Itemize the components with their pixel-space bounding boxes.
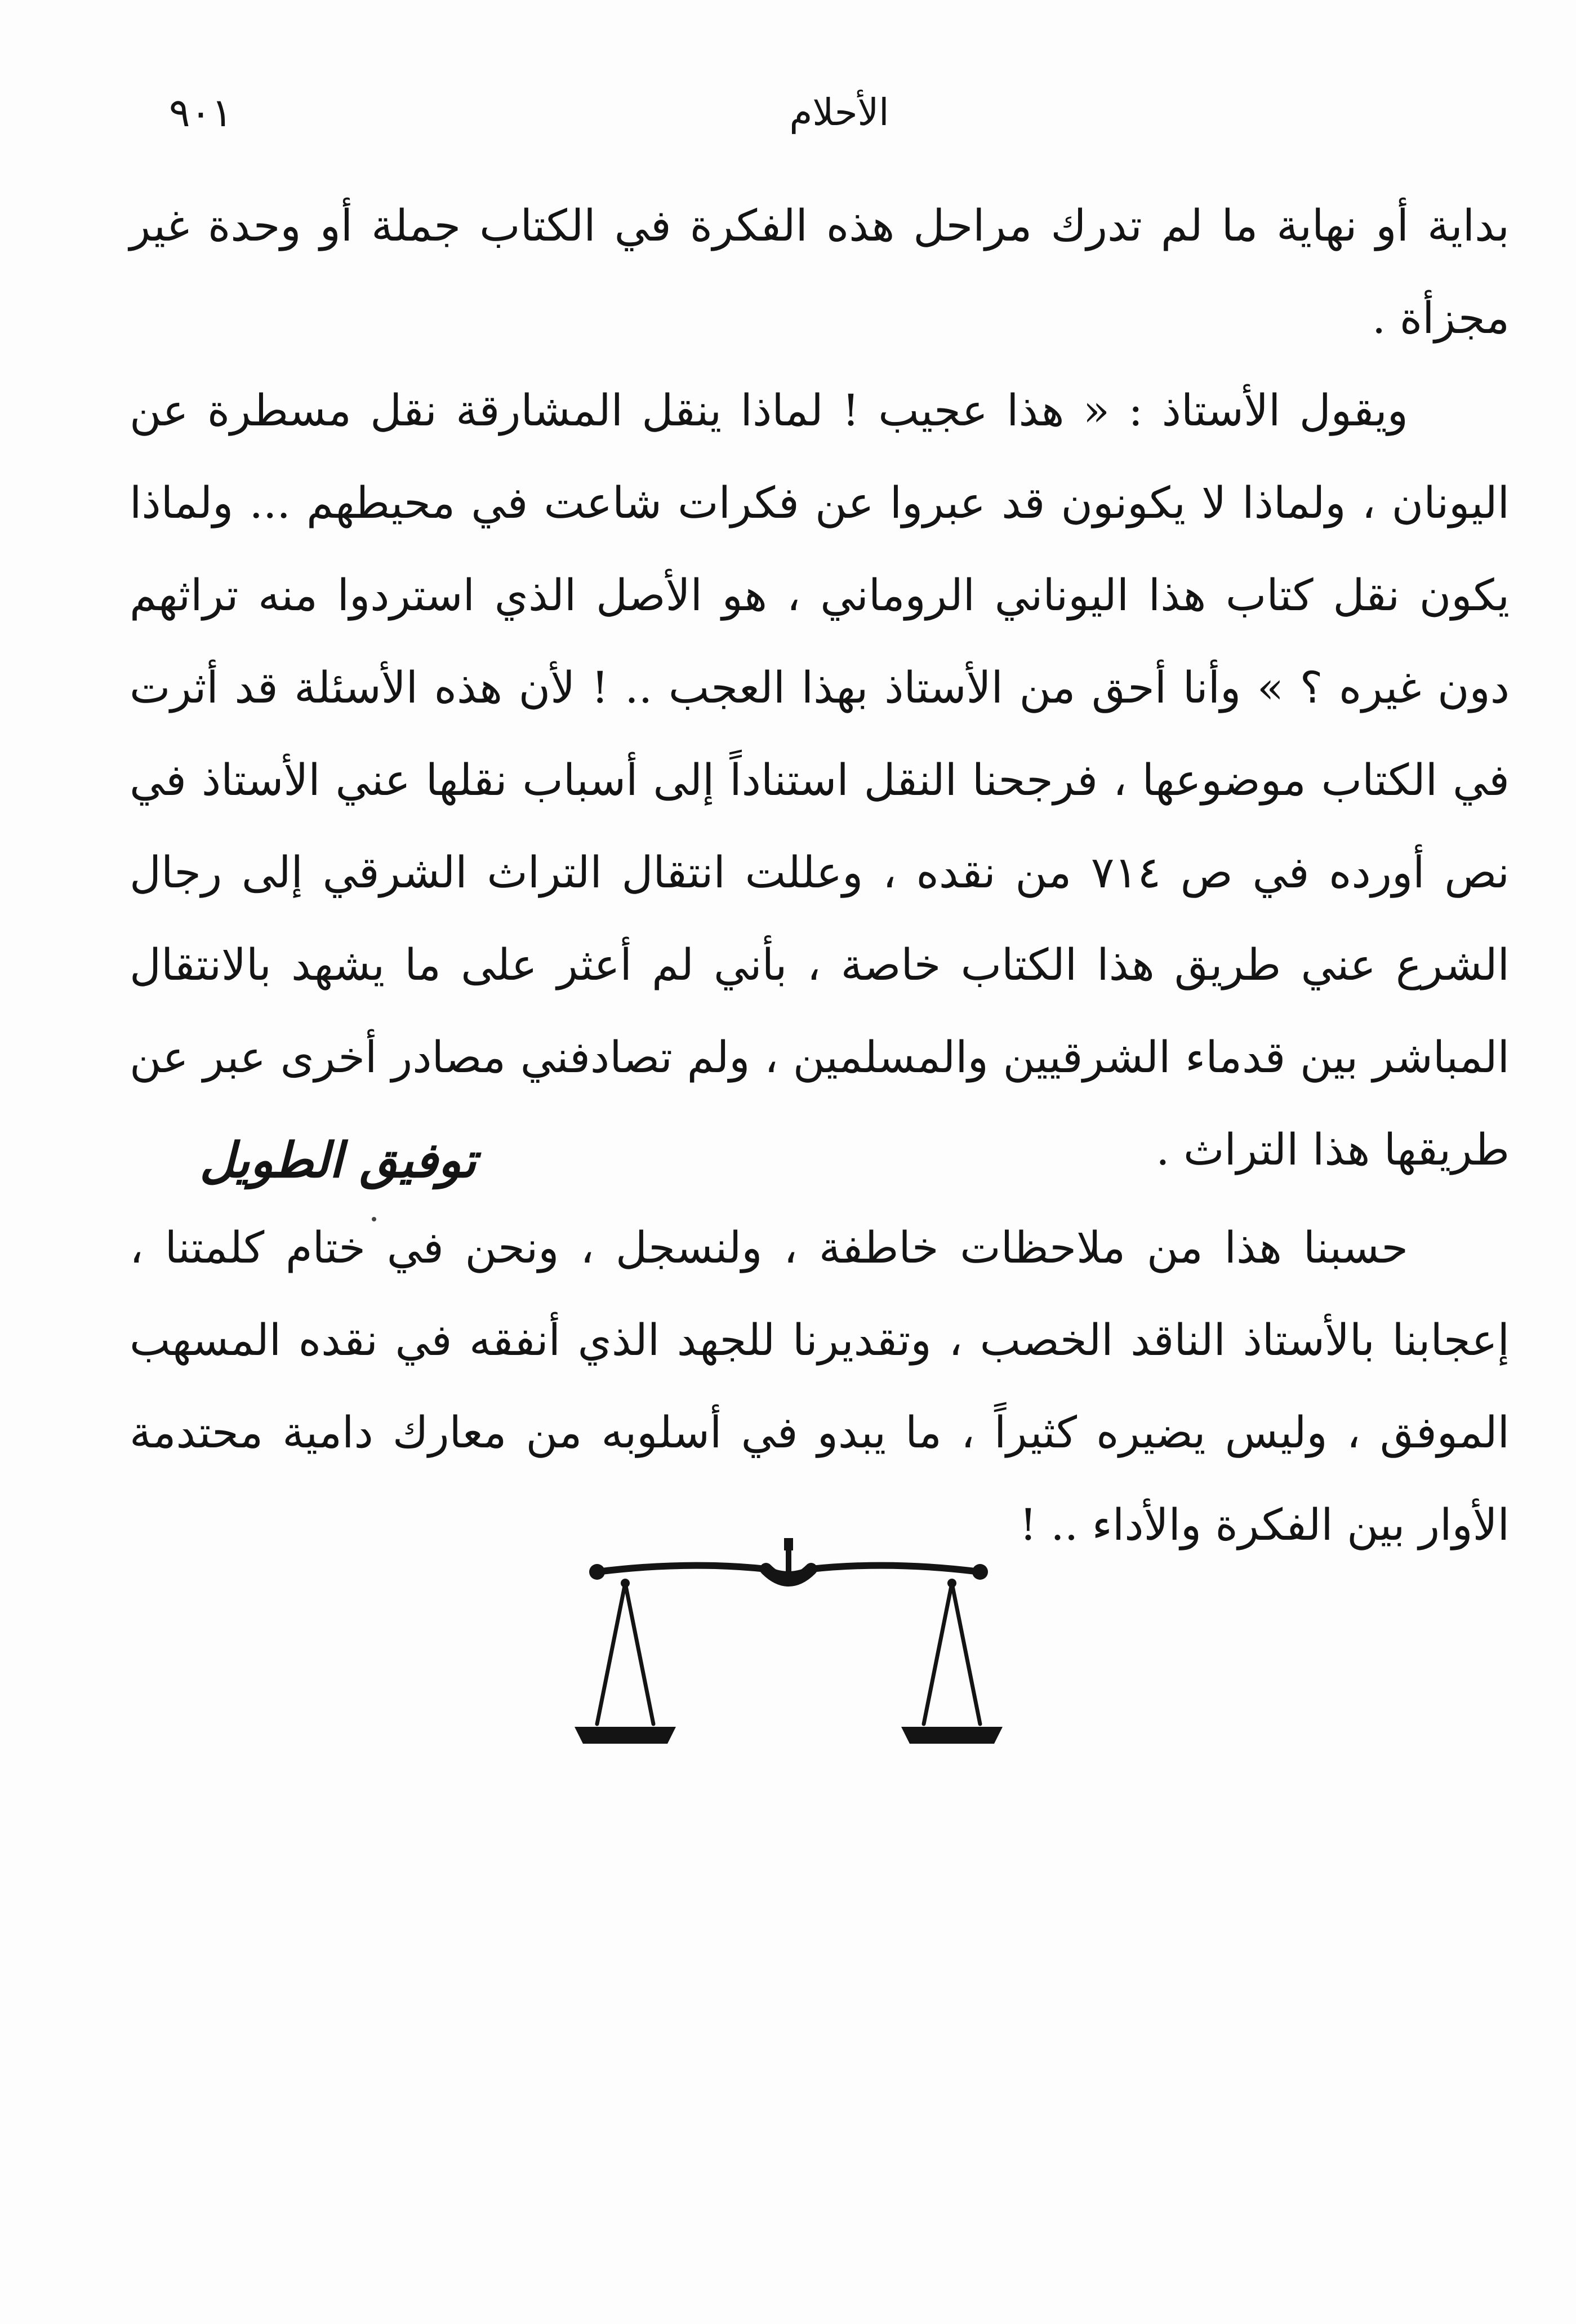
author-signature: توفيق الطويل bbox=[199, 1132, 477, 1189]
body-text bbox=[130, 180, 1510, 1572]
page-number: ٩٠١ bbox=[169, 90, 233, 136]
ink-speck bbox=[372, 1217, 376, 1221]
paragraph-continuation: بداية أو نهاية ما لم تدرك مراحل هذه الفكرة في الكتاب جملة أو وحدة غير مجزأة . bbox=[130, 201, 1510, 344]
page-header bbox=[169, 85, 1510, 146]
paragraph-closing: حسبنا هذا من ملاحظات خاطفة ، ولنسجل ، ونحن في ختام كلمتنا ، إعجابنا بالأستاذ الناقد الخصب ، وتقديرنا للجهد الذي أنفقه في نقده المسهب الموفق ، وليس يضيره كثيراً ، ما يبدو في أسلوبه من معارك دامية محتدمة الأوار بين الفكرة والأداء .. ! bbox=[130, 1223, 1510, 1550]
paragraph-quote-response: ويقول الأستاذ : « هذا عجيب ! لماذا ينقل المشارقة نقل مسطرة عن اليونان ، ولماذا لا يكونون قد عبروا عن فكرات شاعت في محيطهم ... ولماذا يكون نقل كتاب هذا اليوناني الروماني ، هو الأصل الذي استردوا منه تراثهم دون غيره ؟ » وأنا أحق من الأستاذ بهذا العجب .. ! لأن هذه الأسئلة قد أثرت في الكتاب موضوعها ، فرجحنا النقل استناداً إلى أسباب نقلها عني الأستاذ في نص أورده في ص ٧١٤ من نقده ، وعللت انتقال التراث الشرقي إلى رجال الشرع عني طريق هذا الكتاب خاصة ، بأني لم أعثر على ما يشهد بالانتقال المباشر بين قدماء الشرقيين والمسلمين ، ولم تصادفني مصادر أخرى عبر عن طريقها هذا التراث . bbox=[130, 386, 1510, 1175]
running-title: الأحلام bbox=[789, 91, 889, 134]
balance-scale-icon bbox=[575, 1538, 1003, 1808]
